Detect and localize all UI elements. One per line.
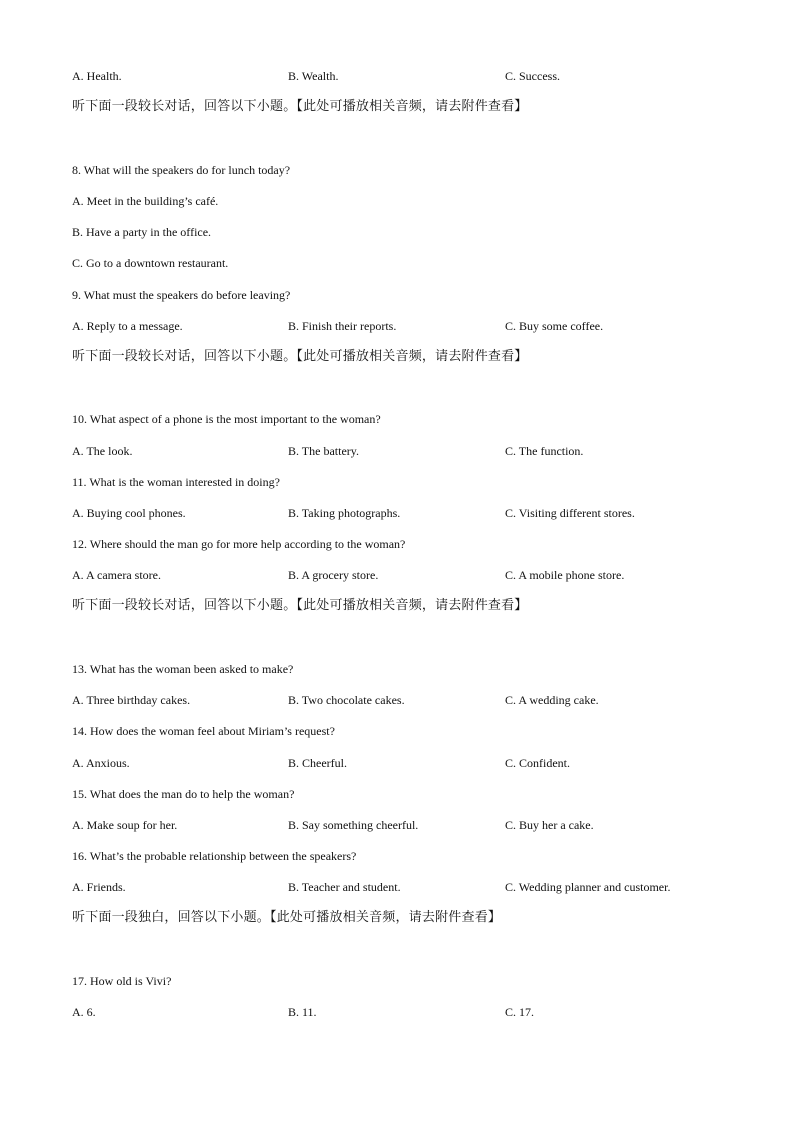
question-14: 14. How does the woman feel about Miriam’s request? — [72, 724, 335, 738]
option-b: B. Two chocolate cakes. — [288, 693, 405, 707]
option-a: A. Anxious. — [72, 756, 130, 770]
option-c: C. Buy her a cake. — [505, 818, 594, 832]
option-b: B. Cheerful. — [288, 756, 347, 770]
question-16: 16. What’s the probable relationship between the speakers? — [72, 849, 357, 863]
listening-instruction: 听下面一段较长对话，回答以下小题。【此处可播放相关音频，请去附件查看】 — [72, 99, 528, 114]
options-row — [72, 816, 734, 834]
option-c: C. Buy some coffee. — [505, 319, 604, 333]
option-c: C. Success. — [505, 69, 560, 83]
options-row — [72, 754, 734, 772]
listening-instruction: 听下面一段较长对话，回答以下小题。【此处可播放相关音频，请去附件查看】 — [72, 349, 528, 364]
option-a: A. 6. — [72, 1005, 96, 1019]
question-15: 15. What does the man do to help the woman? — [72, 787, 295, 801]
question-9: 9. What must the speakers do before leaving? — [72, 288, 291, 302]
question-8: 8. What will the speakers do for lunch today? — [72, 163, 291, 177]
option-b: B. The battery. — [288, 444, 359, 458]
question-17: 17. How old is Vivi? — [72, 974, 172, 988]
option-b: B. 11. — [288, 1005, 317, 1019]
option-line: C. Go to a downtown restaurant. — [72, 256, 229, 270]
options-row — [72, 691, 734, 709]
option-a: A. The look. — [72, 444, 133, 458]
option-c: C. Confident. — [505, 756, 570, 770]
options-row — [72, 566, 734, 584]
option-c: C. 17. — [505, 1005, 535, 1019]
option-line: B. Have a party in the office. — [72, 225, 212, 239]
option-c: C. Visiting different stores. — [505, 506, 635, 520]
option-a: A. Make soup for her. — [72, 818, 178, 832]
listening-instruction: 听下面一段独白，回答以下小题。【此处可播放相关音频，请去附件查看】 — [72, 910, 502, 925]
option-a: A. Health. — [72, 69, 122, 83]
question-13: 13. What has the woman been asked to make? — [72, 662, 294, 676]
option-b: B. Say something cheerful. — [288, 818, 419, 832]
options-row — [72, 67, 734, 85]
option-b: B. Taking photographs. — [288, 506, 401, 520]
option-c: C. A mobile phone store. — [505, 568, 625, 582]
options-row — [72, 317, 734, 335]
option-b: B. Finish their reports. — [288, 319, 397, 333]
options-row — [72, 504, 734, 522]
option-b: B. Teacher and student. — [288, 880, 401, 894]
option-a: A. Buying cool phones. — [72, 506, 186, 520]
option-a: A. A camera store. — [72, 568, 161, 582]
options-row — [72, 442, 734, 460]
options-row — [72, 878, 734, 896]
option-c: C. Wedding planner and customer. — [505, 880, 671, 894]
option-a: A. Reply to a message. — [72, 319, 183, 333]
option-c: C. The function. — [505, 444, 584, 458]
option-line: A. Meet in the building’s café. — [72, 194, 219, 208]
question-12: 12. Where should the man go for more help according to the woman? — [72, 537, 406, 551]
option-a: A. Friends. — [72, 880, 126, 894]
options-row — [72, 1003, 734, 1021]
option-b: B. Wealth. — [288, 69, 339, 83]
question-11: 11. What is the woman interested in doing? — [72, 475, 280, 489]
option-a: A. Three birthday cakes. — [72, 693, 191, 707]
question-10: 10. What aspect of a phone is the most important to the woman? — [72, 412, 381, 426]
option-b: B. A grocery store. — [288, 568, 379, 582]
listening-instruction: 听下面一段较长对话，回答以下小题。【此处可播放相关音频，请去附件查看】 — [72, 598, 528, 613]
option-c: C. A wedding cake. — [505, 693, 599, 707]
